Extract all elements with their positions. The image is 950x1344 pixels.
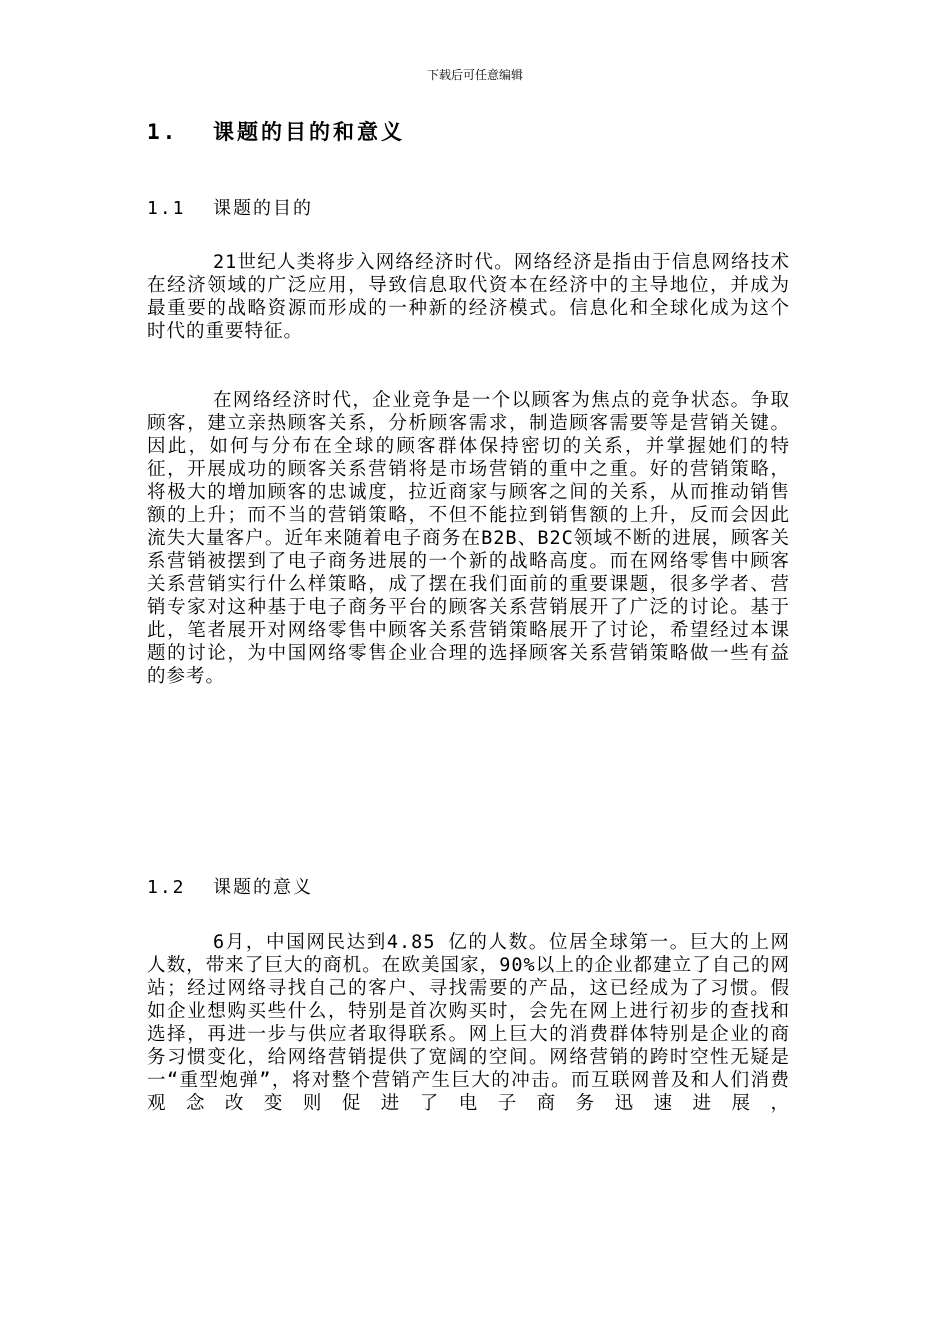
paragraph: 在网络经济时代，企业竞争是一个以顾客为焦点的竞争状态。争取顾客，建立亲热顾客关系，分析顾客需求，制造顾客需要等是营销关键。因此，如何与分布在全球的顾客群体保持密切的关系，并掌握她们的特征，开展成功的顾客关系营销将是市场营销的重中之重。好的营销策略，将极大的增加顾客的忠诚度，拉近商家与顾客之间的关系，从而推动销售额的上升；而不当的营销策略，不但不能拉到销售额的上升，反而会因此流失大量客户。近年来随着电子商务在B2B、B2C领域不断的进展，顾客关系营销被摆到了电子商务进展的一个新的战略高度。而在网络零售中顾客关系营销实行什么样策略，成了摆在我们面前的重要课题，很多学者、营销专家对这种基于电子商务平台的顾客关系营销展开了广泛的讨论。基于此，笔者展开对网络零售中顾客关系营销策略展开了讨论，希望经过本课题的讨论，为中国网络零售企业合理的选择顾客关系营销策略做一些有益的参考。 [147,390,790,687]
page-header: 下载后可任意编辑 [426,68,523,82]
section-1-number: 1. [147,120,179,144]
section-1-2-title: 课题的意义 [213,877,313,898]
section-1-1-heading [147,194,313,220]
section-1-heading [147,116,405,146]
section-1-1-title: 课题的目的 [213,198,313,219]
paragraph: 6月，中国网民达到4.85 亿的人数。位居全球第一。巨大的上网人数，带来了巨大的商机。在欧美国家，90%以上的企业都建立了自己的网站；经过网络寻找自己的客户、寻找需要的产品，这已经成为了习惯。假如企业想购买些什么，特别是首次购买时，会先在网上进行初步的查找和选择，再进一步与供应者取得联系。网上巨大的消费群体特别是企业的商务习惯变化，给网络营销提供了宽阔的空间。网络营销的跨时空性无疑是一“重型炮弹”，将对整个营销产生巨大的冲击。而互联网普及和人们消费观念改变则促进了电子商务迅速进展， [147,932,790,1114]
paragraph: 21世纪人类将步入网络经济时代。网络经济是指由于信息网络技术在经济领域的广泛应用，导致信息取代资本在经济中的主导地位，并成为最重要的战略资源而形成的一种新的经济模式。信息化和全球化成为这个时代的重要特征。 [147,252,790,342]
section-1-1-number: 1.1 [147,198,186,219]
section-1-2-heading [147,873,313,899]
section-1-title: 课题的目的和意义 [213,120,405,144]
section-1-2-number: 1.2 [147,877,186,898]
